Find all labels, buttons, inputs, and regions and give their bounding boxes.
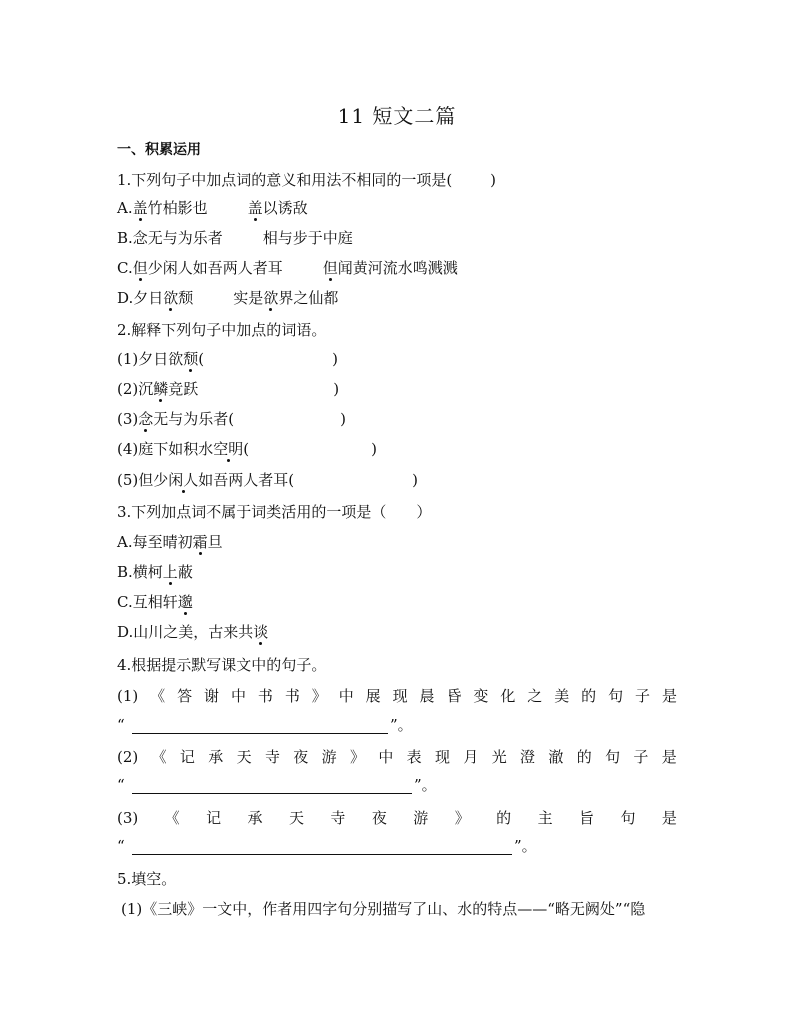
question-3-option-d: D.山川之美，古来共谈 [117,623,269,641]
answer-blank-1[interactable] [132,733,388,734]
dotted-word: 颓 [183,350,199,368]
dotted-word: 欲 [263,289,279,307]
answer-blank-2[interactable] [132,793,412,794]
close-quote: ”。 [390,716,413,734]
question-2-stem: 2.解释下列句子中加点的词语。 [117,321,327,339]
question-3-option-b: B.横柯上蔽 [117,563,193,581]
open-quote: “ [117,776,125,794]
dotted-word: 但 [132,259,148,277]
page-title: 11 短文二篇 [337,104,457,128]
question-1-option-b: B.念无与为乐者 相与步于中庭 [117,229,353,247]
section-heading: 一、积累运用 [117,142,201,158]
dotted-word: 欲 [163,289,179,307]
open-quote: “ [117,837,125,855]
question-4-item-2: (2) 《 记 承 天 寺 夜 游 》 中 表 现 月 光 澄 澈 的 句 子 是 [117,748,677,766]
question-4-item-1: (1) 《 答 谢 中 书 书 》 中 展 现 晨 昏 变 化 之 美 的 句 子 是 [117,687,677,705]
question-1-stem: 1.下列句子中加点词的意义和用法不相同的一项是( ) [117,171,497,189]
question-2-item-5: (5)但少闲人如吾两人者耳( ) [117,471,418,489]
question-5-item-1: (1)《三峡》一文中，作者用四字句分别描写了山、水的特点——“略无阙处”“隐 [121,900,646,918]
dotted-word: 但 [322,259,338,277]
dotted-word: 邈 [177,593,193,611]
dotted-word: 谈 [253,623,269,641]
dotted-word: 盖 [247,199,263,217]
question-1-option-c: C.但少闲人如吾两人者耳 但闻黄河流水鸣溅溅 [117,259,458,277]
dotted-word: 念 [138,410,154,428]
dotted-word: 盖 [132,199,148,217]
question-5-stem: 5.填空。 [117,870,177,888]
question-2-item-4: (4)庭下如积水空明( ) [117,440,377,458]
open-quote: “ [117,716,125,734]
dotted-word: 上 [162,563,178,581]
question-2-item-2: (2)沉鳞竞跃 ) [117,380,340,398]
question-4-stem: 4.根据提示默写课文中的句子。 [117,656,327,674]
question-1-option-d: D.夕日欲颓 实是欲界之仙都 [117,289,339,307]
close-quote: ”。 [414,776,437,794]
question-2-item-3: (3)念无与为乐者( ) [117,410,346,428]
dotted-word: 空明 [213,440,244,458]
question-3-option-c: C.互相轩邈 [117,593,193,611]
question-2-item-1: (1)夕日欲颓( ) [117,350,338,368]
answer-blank-3[interactable] [132,854,512,855]
dotted-word: 霜 [192,533,208,551]
question-4-item-3: (3) 《 记 承 天 寺 夜 游 》 的 主 旨 句 是 [117,809,677,827]
question-3-stem: 3.下列加点词不属于词类活用的一项是（ ） [117,503,432,521]
close-quote: ”。 [514,837,537,855]
question-3-option-a: A.每至晴初霜旦 [117,533,223,551]
dotted-word: 闲人 [168,471,199,489]
dotted-word: 鳞 [153,380,169,398]
question-1-option-a: A.盖竹柏影也 盖以诱敌 [117,199,308,217]
